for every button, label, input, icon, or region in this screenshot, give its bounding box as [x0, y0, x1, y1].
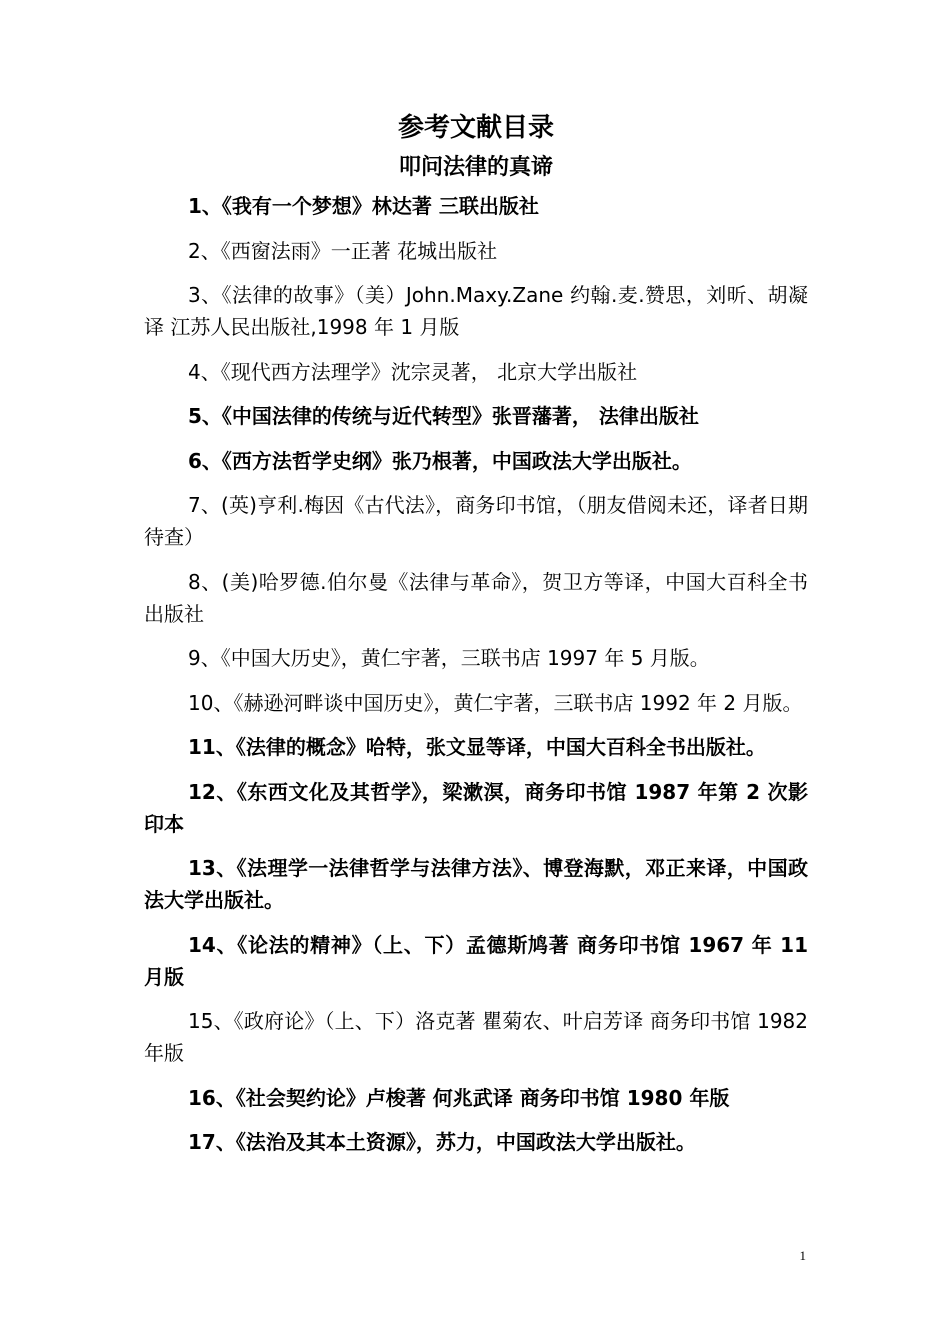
reference-item: 6、《西方法哲学史纲》张乃根著，中国政法大学出版社。 [188, 448, 692, 473]
reference-item: 14、《论法的精神》（上、下）孟德斯鸠著 商务印书馆 1967 年 11 月版 [144, 932, 808, 989]
reference-item: 4、《现代西方法理学》沈宗灵著， 北京大学出版社 [188, 359, 638, 384]
reference-item: 3、《法律的故事》（美）John.Maxy.Zane 约翰.麦.赞思，刘昕、胡凝译 江苏人民出版社,1998 年 1 月版 [144, 283, 808, 339]
reference-item: 5、《中国法律的传统与近代转型》张晋藩著， 法律出版社 [188, 404, 699, 428]
reference-item: 8、(美)哈罗德.伯尔曼《法律与革命》，贺卫方等译，中国大百科全书出版社 [144, 569, 808, 626]
reference-item: 7、(英)亨利.梅因《古代法》，商务印书馆，（朋友借阅未还，译者日期待查） [144, 493, 808, 549]
page-number: 1 [799, 1248, 806, 1263]
reference-item: 16、《社会契约论》卢梭著 何兆武译 商务印书馆 1980 年版 [188, 1085, 730, 1110]
document-page [144, 108, 808, 1171]
reference-item: 12、《东西文化及其哲学》，梁漱溟，商务印书馆 1987 年第 2 次影印本 [144, 779, 808, 836]
reference-item: 9、《中国大历史》，黄仁宇著，三联书店 1997 年 5 月版。 [188, 646, 710, 670]
reference-item: 13、《法理学一法律哲学与法律方法》、博登海默，邓正来译，中国政法大学出版社。 [144, 856, 808, 912]
reference-item: 15、《政府论》（上、下）洛克著 瞿菊农、叶启芳译 商务印书馆 1982 年版 [144, 1009, 808, 1065]
reference-item: 11、《法律的概念》哈特，张文显等译，中国大百科全书出版社。 [188, 735, 766, 759]
reference-item: 1、《我有一个梦想》林达著 三联出版社 [188, 194, 539, 218]
document-subtitle: 叩问法律的真谛 [398, 155, 553, 180]
reference-list [144, 190, 808, 1158]
reference-item: 2、《西窗法雨》一正著 花城出版社 [188, 238, 498, 263]
document-title: 参考文献目录 [397, 113, 554, 143]
reference-item: 17、《法治及其本土资源》，苏力，中国政法大学出版社。 [188, 1130, 696, 1154]
reference-item: 10、《赫逊河畔谈中国历史》，黄仁宇著，三联书店 1992 年 2 月版。 [188, 690, 803, 715]
